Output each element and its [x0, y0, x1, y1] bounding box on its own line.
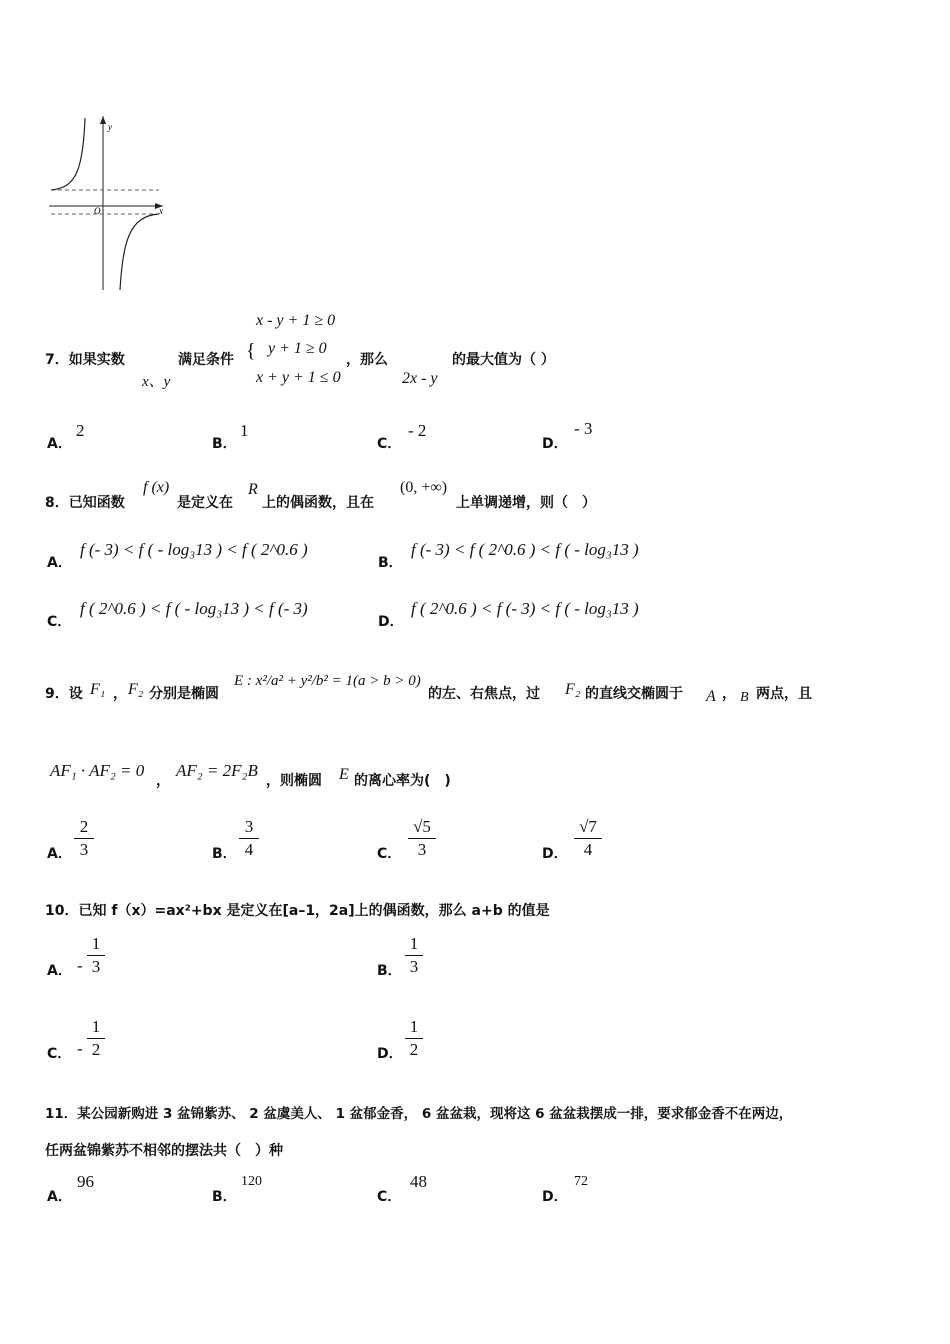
- q11-opt-d-value: 72: [574, 1174, 588, 1189]
- q9-t3: 的直线交椭圆于: [585, 686, 683, 702]
- q9-t2: 的左、右焦点，过: [428, 686, 540, 702]
- q8-opt-d-label: D．: [378, 614, 404, 630]
- q10-opt-d-fraction: [405, 1017, 423, 1060]
- q11-opt-a-label: A．: [47, 1189, 72, 1205]
- q7-tail: 的最大值为（ ）: [452, 352, 555, 368]
- q8-opt-b-label: B．: [378, 555, 403, 571]
- q10-opt-a-fraction: [87, 934, 105, 977]
- q7-c1: x - y + 1 ≥ 0: [256, 312, 336, 329]
- q9-F1: F₁: [90, 681, 106, 698]
- q7-opt-d-value: - 3: [574, 419, 593, 438]
- q9-opt-a-num: 2: [79, 817, 89, 836]
- q7-opt-b-label: B．: [212, 436, 237, 452]
- q11-line1: 11．某公园新购进 3 盆锦紫苏、 2 盆虞美人、 1 盆郁金香， 6 盆盆栽，现将这 6 盆盆栽摆成一排，要求郁金香不在两边，: [45, 1106, 793, 1122]
- q7-then: ，那么: [346, 352, 388, 368]
- y-axis-label: y: [108, 122, 112, 132]
- origin-label: O: [94, 206, 101, 216]
- q11-opt-b-label: B．: [212, 1189, 237, 1205]
- function-graph: [45, 112, 170, 294]
- q10-opt-a-label: A．: [47, 963, 72, 979]
- q8-opt-c-value: f ( 2^0.6 ) < f ( - log₃13 ) < f (- 3): [80, 599, 308, 618]
- q8-t3: 上单调递增，则（ ）: [456, 495, 596, 511]
- q9-t4: 两点，且: [756, 686, 812, 702]
- q9-opt-b-label: B．: [212, 846, 237, 862]
- q10-opt-c-sign: -: [77, 1039, 83, 1058]
- q9-opt-a-label: A．: [47, 846, 72, 862]
- q10-opt-b-label: B．: [377, 963, 402, 979]
- x-axis-label: x: [159, 206, 163, 216]
- q7-expr: 2x - y: [402, 370, 438, 387]
- q8-R: R: [248, 481, 258, 498]
- q7-opt-a-value: 2: [76, 421, 85, 440]
- q10-opt-c-label: C．: [47, 1046, 72, 1062]
- q10-opt-c-num: 1: [91, 1017, 101, 1036]
- q9-F2b: F₂: [565, 681, 581, 698]
- q10-opt-a-num: 1: [91, 934, 101, 953]
- q8-opt-a-label: A．: [47, 555, 72, 571]
- q8-t1: 是定义在: [177, 495, 233, 511]
- q9-E: E: [339, 766, 349, 783]
- q10-opt-c-fraction: [87, 1017, 105, 1060]
- q9-opt-d-num: √7: [579, 817, 597, 836]
- q10-opt-c-den: 2: [91, 1040, 101, 1059]
- q9-opt-b-fraction: [239, 817, 259, 860]
- q9-opt-d-den: 4: [583, 840, 593, 859]
- q8-opt-a-value: f (- 3) < f ( - log₃13 ) < f ( 2^0.6 ): [80, 540, 308, 559]
- q9-t5: ，则椭圆: [266, 773, 322, 789]
- q7-num: 7．如果实数: [45, 352, 125, 368]
- q10-opt-b-num: 1: [409, 934, 419, 953]
- q9-t1: 分别是椭圆: [149, 686, 219, 702]
- q9-opt-c-den: 3: [417, 840, 427, 859]
- q10-opt-d-label: D．: [377, 1046, 403, 1062]
- q9-ellipse: E : x²/a² + y²/b² = 1(a > b > 0): [234, 673, 421, 689]
- q9-F2: F₂: [128, 681, 144, 698]
- q8-t2: 上的偶函数，且在: [262, 495, 374, 511]
- q11-opt-c-label: C．: [377, 1189, 402, 1205]
- q9-B: B: [740, 690, 749, 705]
- q9-opt-a-den: 3: [79, 840, 89, 859]
- q10-opt-d-den: 2: [409, 1040, 419, 1059]
- q9-opt-b-den: 4: [244, 840, 254, 859]
- q10-opt-b-den: 3: [409, 957, 419, 976]
- q9-opt-d-label: D．: [542, 846, 568, 862]
- q9-opt-d-fraction: [574, 817, 602, 860]
- q8-opt-d-value: f ( 2^0.6 ) < f (- 3) < f ( - log₃13 ): [411, 599, 639, 618]
- q9-t6: 的离心率为( ): [354, 773, 451, 789]
- q7-opt-c-value: - 2: [408, 421, 427, 440]
- q10-opt-a-sign: -: [77, 956, 83, 975]
- q7-opt-d-label: D．: [542, 436, 568, 452]
- q7-c3: x + y + 1 ≤ 0: [256, 369, 341, 386]
- q8-num: 8．已知函数: [45, 495, 125, 511]
- q9-opt-b-num: 3: [244, 817, 254, 836]
- q11-opt-c-value: 48: [410, 1172, 427, 1191]
- q9-comma: ，: [722, 686, 736, 702]
- q9-A: A: [706, 688, 716, 705]
- q9-cond2: AF₂ = 2F₂B: [176, 761, 258, 780]
- q7-opt-b-value: 1: [240, 421, 249, 440]
- q8-fx: f (x): [143, 479, 170, 496]
- q9-num: 9．设: [45, 686, 83, 702]
- q9-sep2: ，: [156, 773, 170, 789]
- q7-c2: y + 1 ≥ 0: [268, 340, 327, 357]
- q8-interval: (0, +∞): [400, 479, 448, 496]
- q8-opt-b-value: f (- 3) < f ( 2^0.6 ) < f ( - log₃13 ): [411, 540, 639, 559]
- q9-opt-a-fraction: [74, 817, 94, 860]
- q7-vars: x、y: [142, 374, 171, 390]
- q9-opt-c-num: √5: [413, 817, 431, 836]
- q11-opt-b-value: 120: [241, 1174, 262, 1189]
- q10-opt-b-fraction: [405, 934, 423, 977]
- q7-opt-a-label: A．: [47, 436, 72, 452]
- q7-opt-c-label: C．: [377, 436, 402, 452]
- q7-mid: 满足条件: [178, 352, 234, 368]
- q10-opt-a-den: 3: [91, 957, 101, 976]
- q9-cond1: AF₁ · AF₂ = 0: [50, 761, 145, 780]
- q11-line2: 任两盆锦紫苏不相邻的摆法共（ ）种: [45, 1143, 283, 1159]
- q11-opt-a-value: 96: [77, 1172, 94, 1191]
- q9-sep: ，: [113, 686, 127, 702]
- q9-opt-c-label: C．: [377, 846, 402, 862]
- q10-opt-d-num: 1: [409, 1017, 419, 1036]
- q9-opt-c-fraction: [408, 817, 436, 860]
- q10-text: 10．已知 f（x）=ax²+bx 是定义在[a–1，2a]上的偶函数，那么 a+b 的值是: [45, 903, 550, 919]
- q8-opt-c-label: C．: [47, 614, 72, 630]
- q7-brace: {: [246, 340, 256, 362]
- q11-opt-d-label: D．: [542, 1189, 568, 1205]
